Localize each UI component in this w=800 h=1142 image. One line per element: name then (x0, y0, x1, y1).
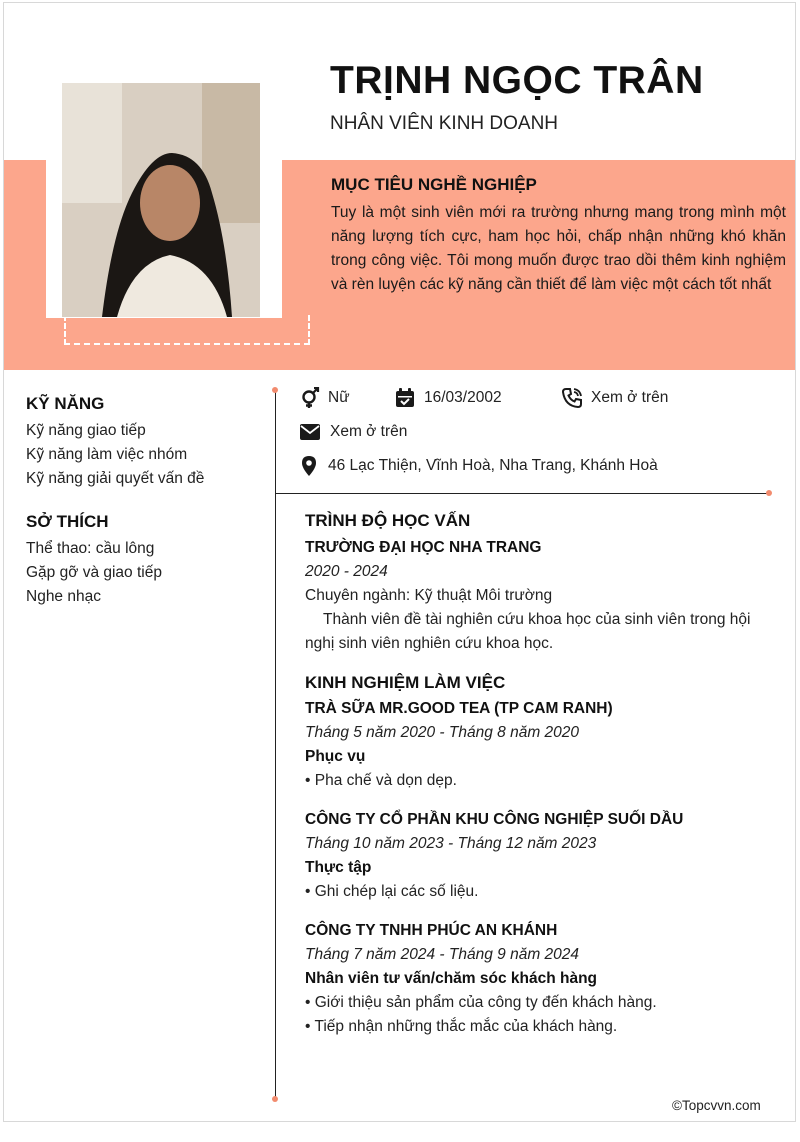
job-position: Thực tập (305, 859, 372, 876)
job-bullet: • Pha chế và dọn dẹp. (305, 772, 457, 789)
location-icon (298, 455, 320, 477)
horizontal-divider (275, 493, 769, 494)
contact-birthday (394, 387, 502, 409)
photo-dashed-border (64, 315, 310, 345)
footer-credit: ©Topcvvn.com (672, 1098, 761, 1113)
hobbies-title: SỞ THÍCH (26, 512, 109, 531)
job-company: CÔNG TY CỔ PHẦN KHU CÔNG NGHIỆP SUỐI DẦU (305, 811, 684, 828)
education-major: Chuyên ngành: Kỹ thuật Môi trường (305, 587, 553, 604)
phone-icon (561, 387, 583, 409)
hobby-item: Thể thao: cầu lông (26, 540, 155, 557)
calendar-icon (394, 387, 416, 409)
job-company: CÔNG TY TNHH PHÚC AN KHÁNH (305, 922, 558, 939)
education-period: 2020 - 2024 (305, 563, 388, 580)
candidate-role: NHÂN VIÊN KINH DOANH (330, 113, 559, 134)
contact-email (298, 421, 407, 443)
email-value: Xem ở trên (330, 423, 408, 440)
skill-item: Kỹ năng giải quyết vấn đề (26, 470, 205, 487)
skill-item: Kỹ năng làm việc nhóm (26, 446, 188, 463)
vertical-divider (275, 391, 276, 1101)
cv-page (3, 2, 796, 1122)
hobby-item: Gặp gỡ và giao tiếp (26, 564, 162, 581)
candidate-name: TRỊNH NGỌC TRÂN (330, 59, 704, 102)
job-company: TRÀ SỮA MR.GOOD TEA (TP CAM RANH) (305, 700, 613, 717)
job-bullet: • Ghi chép lại các số liệu. (305, 883, 479, 900)
education-school: TRƯỜNG ĐẠI HỌC NHA TRANG (305, 539, 542, 556)
birthday-value: 16/03/2002 (424, 389, 502, 406)
divider-dot (272, 387, 278, 393)
email-icon (298, 421, 322, 443)
gender-value: Nữ (328, 389, 350, 406)
experience-title: KINH NGHIỆM LÀM VIỆC (305, 673, 506, 692)
education-title: TRÌNH ĐỘ HỌC VẤN (305, 511, 471, 530)
skills-title: KỸ NĂNG (26, 394, 105, 413)
contact-phone (561, 387, 668, 409)
education-note: nghị sinh viên nghiên cứu khoa học. (305, 635, 554, 652)
education-note: Thành viên đề tài nghiên cứu khoa học của sinh viên trong hội (323, 611, 751, 628)
objective-text: Tuy là một sinh viên mới ra trường nhưng mang trong mình một năng lượng tích cực, ham học hỏi, chấp nhận những khó khăn trong công việc. Tôi mong muốn được trao dồi thêm kinh nghiệm và rèn luyện các kỹ năng cần thiết để làm việc một cách tốt nhất (331, 204, 786, 293)
job-period: Tháng 5 năm 2020 - Tháng 8 năm 2020 (305, 724, 580, 741)
objective-title: MỤC TIÊU NGHỀ NGHIỆP (331, 175, 537, 194)
gender-icon (298, 387, 320, 409)
contact-address (298, 455, 658, 477)
job-bullet: • Giới thiệu sản phẩm của công ty đến khách hàng. (305, 994, 657, 1011)
divider-dot (766, 490, 772, 496)
job-position: Phục vụ (305, 748, 366, 765)
skill-item: Kỹ năng giao tiếp (26, 422, 146, 439)
job-position: Nhân viên tư vấn/chăm sóc khách hàng (305, 970, 598, 987)
phone-value: Xem ở trên (591, 389, 669, 406)
profile-photo (62, 83, 260, 317)
job-bullet: • Tiếp nhận những thắc mắc của khách hàng. (305, 1018, 618, 1035)
address-value: 46 Lạc Thiện, Vĩnh Hoà, Nha Trang, Khánh Hoà (328, 457, 658, 474)
job-period: Tháng 7 năm 2024 - Tháng 9 năm 2024 (305, 946, 580, 963)
job-period: Tháng 10 năm 2023 - Tháng 12 năm 2023 (305, 835, 597, 852)
hobby-item: Nghe nhạc (26, 588, 101, 605)
divider-dot (272, 1096, 278, 1102)
contact-gender (298, 387, 350, 409)
